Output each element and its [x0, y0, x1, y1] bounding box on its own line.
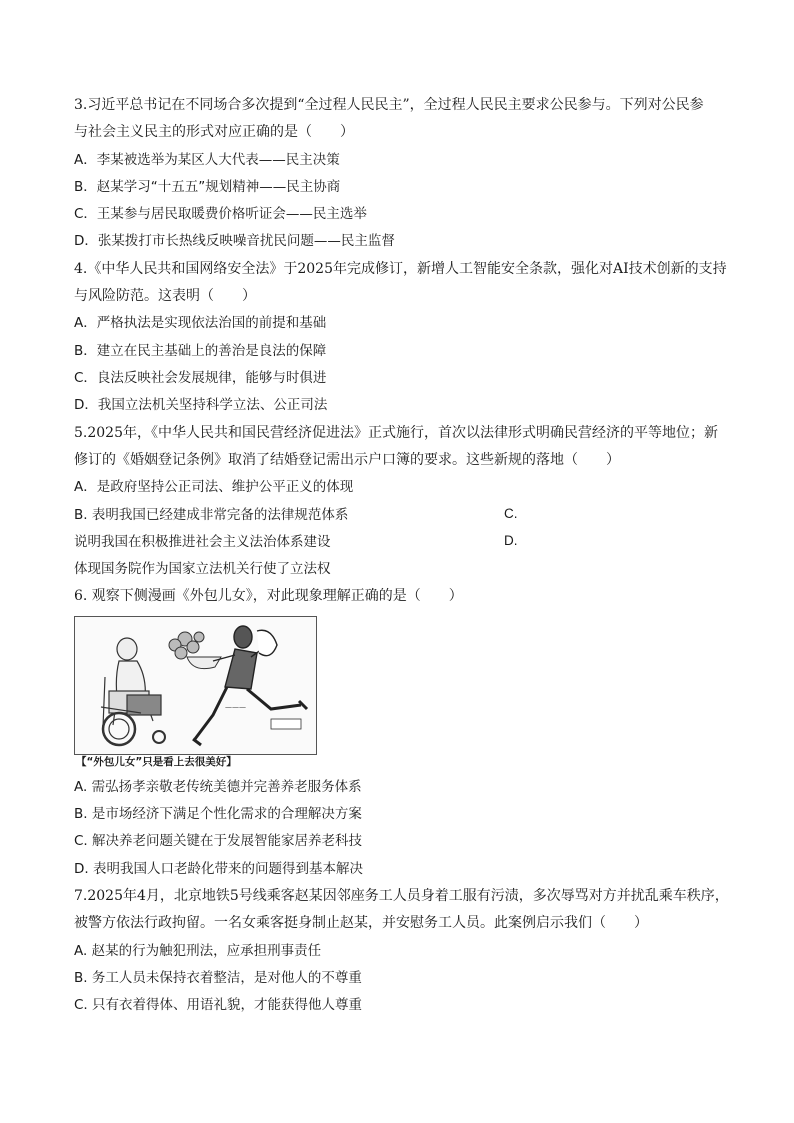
- q5-option-a: A．是政府坚持公正司法、维护公平正义的体现: [74, 479, 354, 495]
- q5-stem-line2: 修订的《婚姻登记条例》取消了结婚登记需出示户口簿的要求。这些新规的落地（ ）: [74, 452, 620, 468]
- q5-option-b: B. 表明我国已经建成非常完备的法律规范体系: [74, 507, 349, 523]
- q3-option-a: A．李某被选举为某区人大代表——民主决策: [74, 152, 340, 168]
- q6-option-b: B. 是市场经济下满足个性化需求的合理解决方案: [74, 806, 362, 822]
- q3-stem-line1: 3.习近平总书记在不同场合多次提到“全过程人民民主”，全过程人民民主要求公民参与。下列对公民参: [74, 97, 704, 113]
- q6-option-d: D. 表明我国人口老龄化带来的问题得到基本解决: [74, 861, 363, 877]
- q6-option-c: C. 解决养老问题关键在于发展智能家居养老科技: [74, 833, 363, 849]
- q3-option-d: D．张某拨打市长热线反映噪音扰民问题——民主监督: [74, 233, 395, 249]
- q7-option-c: C. 只有衣着得体、用语礼貌，才能获得他人尊重: [74, 997, 363, 1013]
- cartoon-image: [74, 616, 317, 755]
- q5-option-c-label: C.: [504, 506, 518, 521]
- cartoon-caption: 【“外包儿女”只是看上去很美好】: [76, 756, 237, 768]
- q6-option-a: A. 需弘扬孝亲敬老传统美德并完善养老服务体系: [74, 779, 362, 795]
- q7-option-b: B. 务工人员未保持衣着整洁，是对他人的不尊重: [74, 970, 362, 986]
- svg-text:———: ———: [225, 703, 246, 711]
- q4-stem-line1: 4.《中华人民共和国网络安全法》于2025年完成修订，新增人工智能安全条款，强化对AI技术创新的支持: [74, 261, 727, 277]
- q5-option-c-text: 说明我国在积极推进社会主义法治体系建设: [74, 534, 331, 550]
- q6-stem: 6. 观察下侧漫画《外包儿女》，对此现象理解正确的是（ ）: [74, 588, 463, 604]
- q4-option-a: A．严格执法是实现依法治国的前提和基础: [74, 315, 327, 331]
- q4-stem-line2: 与风险防范。这表明（ ）: [74, 288, 256, 304]
- q4-option-b: B．建立在民主基础上的善治是良法的保障: [74, 343, 327, 359]
- q7-option-a: A. 赵某的行为触犯刑法，应承担刑事责任: [74, 943, 322, 959]
- q5-stem-line1: 5.2025年，《中华人民共和国民营经济促进法》正式施行，首次以法律形式明确民营经济的平等地位；新: [74, 425, 718, 441]
- cartoon-illustration: [75, 617, 316, 754]
- q5-option-d-text: 体现国务院作为国家立法机关行使了立法权: [74, 561, 331, 577]
- q4-option-c: C．良法反映社会发展规律，能够与时俱进: [74, 370, 327, 386]
- q3-stem-line2: 与社会主义民主的形式对应正确的是（ ）: [74, 124, 354, 140]
- q7-stem-line2: 被警方依法行政拘留。一名女乘客挺身制止赵某，并安慰务工人员。此案例启示我们（ ）: [74, 915, 648, 931]
- q4-option-d: D．我国立法机关坚持科学立法、公正司法: [74, 397, 328, 413]
- q3-option-c: C．王某参与居民取暖费价格听证会——民主选举: [74, 206, 367, 222]
- q7-stem-line1: 7.2025年4月，北京地铁5号线乘客赵某因邻座务工人员身着工服有污渍，多次辱骂对方并扰乱乘车秩序，: [74, 888, 729, 904]
- q5-option-d-label: D.: [504, 533, 518, 548]
- q3-option-b: B．赵某学习“十五五”规划精神——民主协商: [74, 179, 341, 195]
